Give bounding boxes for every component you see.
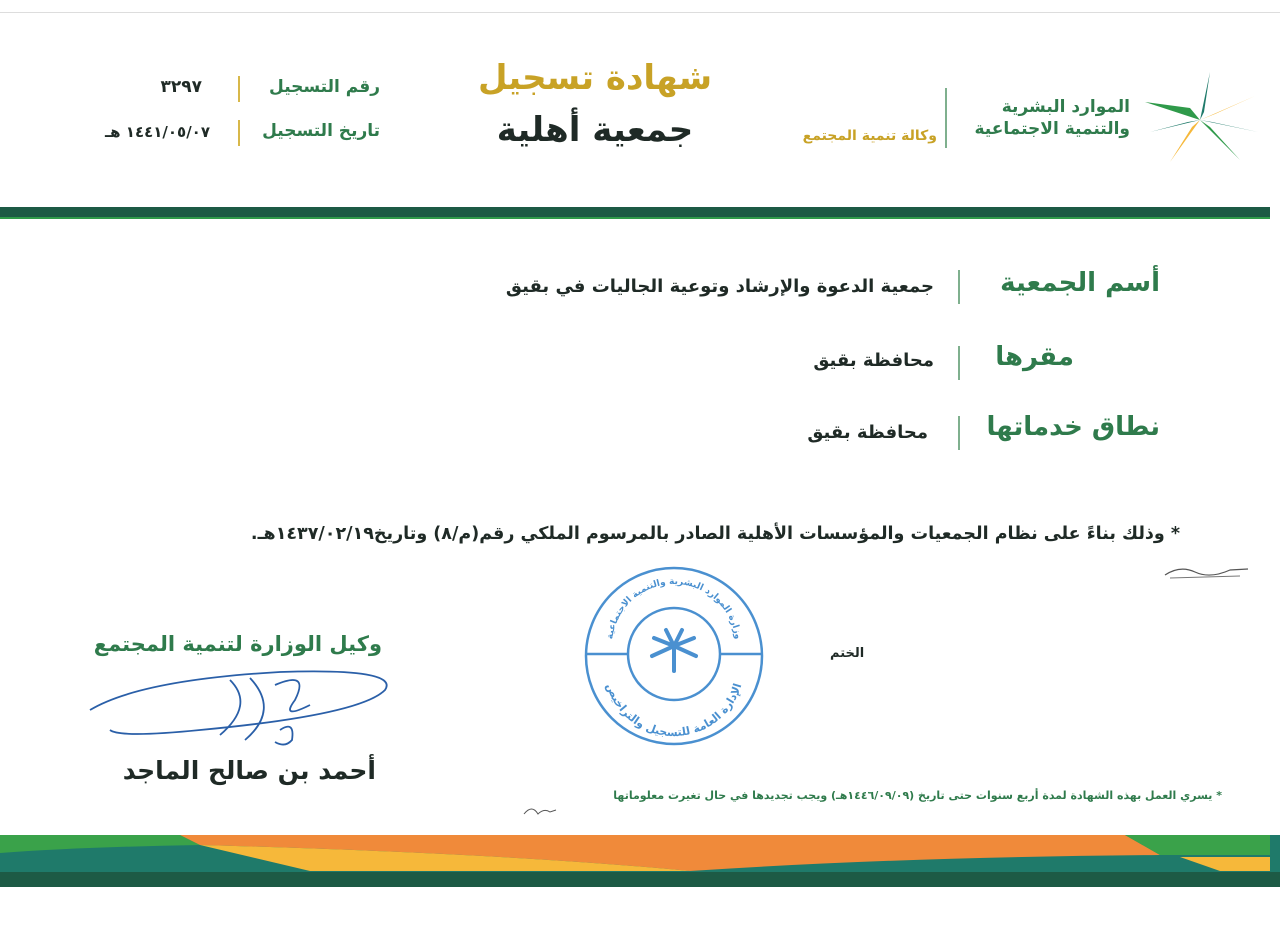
field-label-hq: مقرها	[995, 342, 1074, 372]
ministry-logo-icon	[1140, 72, 1260, 168]
signatory-name: أحمد بن صالح الماجد	[122, 756, 376, 785]
field-label-name: أسم الجمعية	[1000, 268, 1160, 298]
handwritten-mark-icon	[520, 800, 560, 822]
divider	[945, 88, 947, 148]
official-stamp-icon	[582, 566, 766, 746]
stamp-bottom-text: الإدارة العامة للتسجيل والتراخيص	[603, 681, 745, 740]
certificate-subtitle: جمعية أهلية	[496, 110, 694, 150]
reg-number-value: ٣٢٩٧	[160, 77, 202, 97]
header-band	[0, 207, 1270, 219]
divider	[958, 416, 960, 450]
field-value-hq: محافظة بقيق	[813, 350, 934, 371]
stamp-label: الختم	[830, 646, 865, 661]
divider	[958, 270, 960, 304]
signatory-title: وكيل الوزارة لتنمية المجتمع	[93, 632, 382, 656]
ministry-name-line1: الموارد البشرية	[1001, 97, 1130, 117]
divider	[238, 76, 240, 102]
agency-name: وكالة تنمية المجتمع	[802, 128, 937, 144]
basis-note: * وذلك بناءً على نظام الجمعيات والمؤسسات الأهلية الصادر بالمرسوم الملكي رقم(م/٨) وتاريخ١٤٣٧/٠٢/١٩هـ.	[250, 524, 1180, 544]
certificate-title: شهادة تسجيل	[477, 58, 713, 98]
field-label-scope: نطاق خدماتها	[986, 412, 1160, 442]
reg-date-value: ١٤٤١/٠٥/٠٧ هـ	[105, 123, 210, 141]
footer-decorative-band	[0, 835, 1280, 887]
field-value-name: جمعية الدعوة والإرشاد وتوعية الجاليات في بقيق	[505, 276, 934, 297]
divider	[238, 120, 240, 146]
reg-number-label: رقم التسجيل	[269, 77, 380, 97]
ministry-name-line2: والتنمية الاجتماعية	[974, 119, 1130, 139]
initials-scribble-icon	[1160, 560, 1250, 582]
stamp-top-text: وزارة الموارد البشرية والتنمية الاجتماعية	[605, 576, 743, 640]
reg-date-label: تاريخ التسجيل	[262, 121, 380, 141]
validity-note: * يسري العمل بهذه الشهادة لمدة أربع سنوات حتى تاريخ (١٤٤٦/٠٩/٠٩هـ) ويجب تجديدها في حال تغيرت معلوماتها	[613, 789, 1222, 802]
top-border	[0, 12, 1280, 13]
field-value-scope: محافظة بقيق	[807, 422, 928, 443]
signature-icon	[80, 660, 400, 750]
divider	[958, 346, 960, 380]
